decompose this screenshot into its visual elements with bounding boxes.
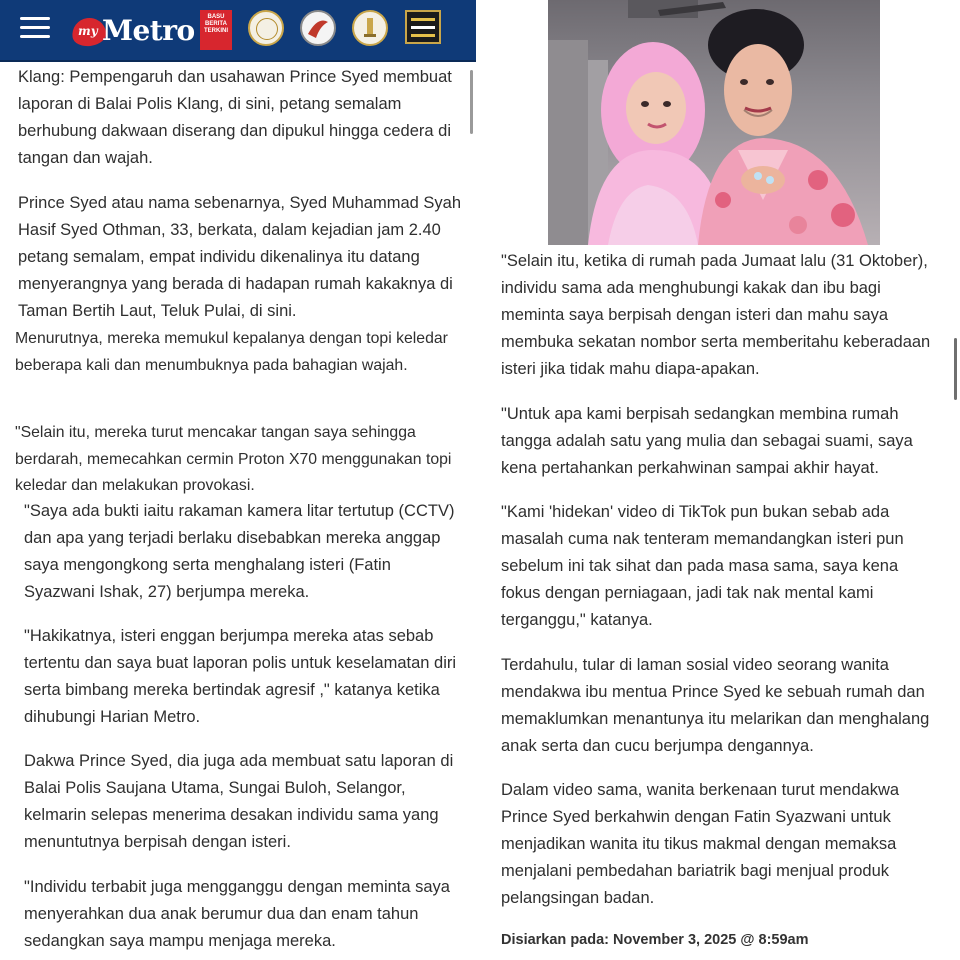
award-badge-icon [300, 10, 336, 46]
scrollbar[interactable] [954, 338, 957, 400]
publish-date: Disiarkan pada: November 3, 2025 @ 8:59am [501, 932, 809, 948]
logo-name: Metro [102, 14, 195, 47]
article-paragraph: "Untuk apa kami berpisah sedangkan membina rumah tangga adalah satu yang mulia dan sebagai suami, saya kena pertahankan perkahwinan sampai akhir hayat. [501, 405, 913, 477]
award-badge-icon [352, 10, 388, 46]
award-badge-icon [248, 10, 284, 46]
site-logo[interactable] [72, 10, 232, 50]
article-paragraph: "Individu terbabit juga mengganggu dengan meminta saya menyerahkan dua anak berumur dua dan enam tahun sedangkan saya mampu menjaga mereka. [24, 878, 450, 950]
article-paragraph: "Kami 'hidekan' video di TikTok pun bukan sebab ada masalah cuma nak tenteram memandangkan isteri pun sebelum ini tak sihat dan pada masa sama, saya kena fokus dengan perniagaan, jadi tak nak mental kami terganggu," katanya. [501, 503, 904, 629]
article-paragraph: Dalam video sama, wanita berkenaan turut mendakwa Prince Syed berkahwin dengan Fatin Syazwani untuk menjadikan wanita itu tikus makmal dengan memaksa menjalani pembedahan bariatrik bagi menjual produk pelangsingan badan. [501, 781, 900, 907]
article-paragraph: "Saya ada bukti iaitu rakaman kamera litar tertutup (CCTV) dan apa yang terjadi berlaku disebabkan mereka anggap saya mengongkong serta menghalang isteri (Fatin Syazwani Ishak, 27) berjumpa mereka. [24, 502, 455, 601]
article-paragraph: Klang: Pempengaruh dan usahawan Prince Syed membuat laporan di Balai Polis Klang, di sini, petang semalam berhubung dakwaan diserang dan dipukul hingga cedera di tangan dan wajah. [18, 68, 452, 167]
article-photo [548, 0, 880, 245]
menu-icon[interactable] [20, 17, 50, 39]
award-badge-icon [405, 10, 441, 44]
article-paragraph: Dakwa Prince Syed, dia juga ada membuat satu laporan di Balai Polis Saujana Utama, Sungai Buloh, Selangor, kelmarin selepas menerima desakan individu sama yang menuntutnya berpisah dengan isteri. [24, 752, 454, 851]
article-paragraph: Menurutnya, mereka memukul kepalanya dengan topi keledar beberapa kali dan menumbuknya pada bahagian wajah. [15, 330, 448, 374]
article-paragraph: Prince Syed atau nama sebenarnya, Syed Muhammad Syah Hasif Syed Othman, 33, berkata, dalam kejadian jam 2.40 petang semalam, empat individu dikenalinya itu datang menyerangnya yang berada di hadapan rumah kakaknya di Taman Bertih Laut, Teluk Pulai, di sini. [18, 194, 462, 320]
article-paragraph: Terdahulu, tular di laman sosial video seorang wanita mendakwa ibu mentua Prince Syed ke sebuah rumah dan memaklumkan menantunya itu melarikan dan menghalang anak serta dan cucu berjumpa dengannya. [501, 656, 930, 755]
site-header [0, 0, 476, 62]
logo-prefix: my [78, 24, 98, 38]
scrollbar[interactable] [470, 70, 473, 134]
logo-flag-badge: BASU BERITA TERKINI [200, 10, 232, 50]
article-paragraph: "Selain itu, mereka turut mencakar tangan saya sehingga berdarah, memecahkan cermin Proton X70 menggunakan topi keledar dan melakukan provokasi. [15, 424, 452, 494]
article-paragraph: "Selain itu, ketika di rumah pada Jumaat lalu (31 Oktober), individu sama ada menghubungi kakak dan ibu bagi meminta saya berpisah dengan isteri dan mahu saya membuka sekatan nombor serta memberitahu keberadaan isteri jika tidak mahu diapa-apakan. [501, 252, 931, 378]
article-paragraph: "Hakikatnya, isteri enggan berjumpa mereka atas sebab tertentu dan saya buat laporan polis untuk keselamatan diri serta bimbang mereka bertindak agresif ," katanya ketika dihubungi Harian Metro. [24, 627, 457, 726]
